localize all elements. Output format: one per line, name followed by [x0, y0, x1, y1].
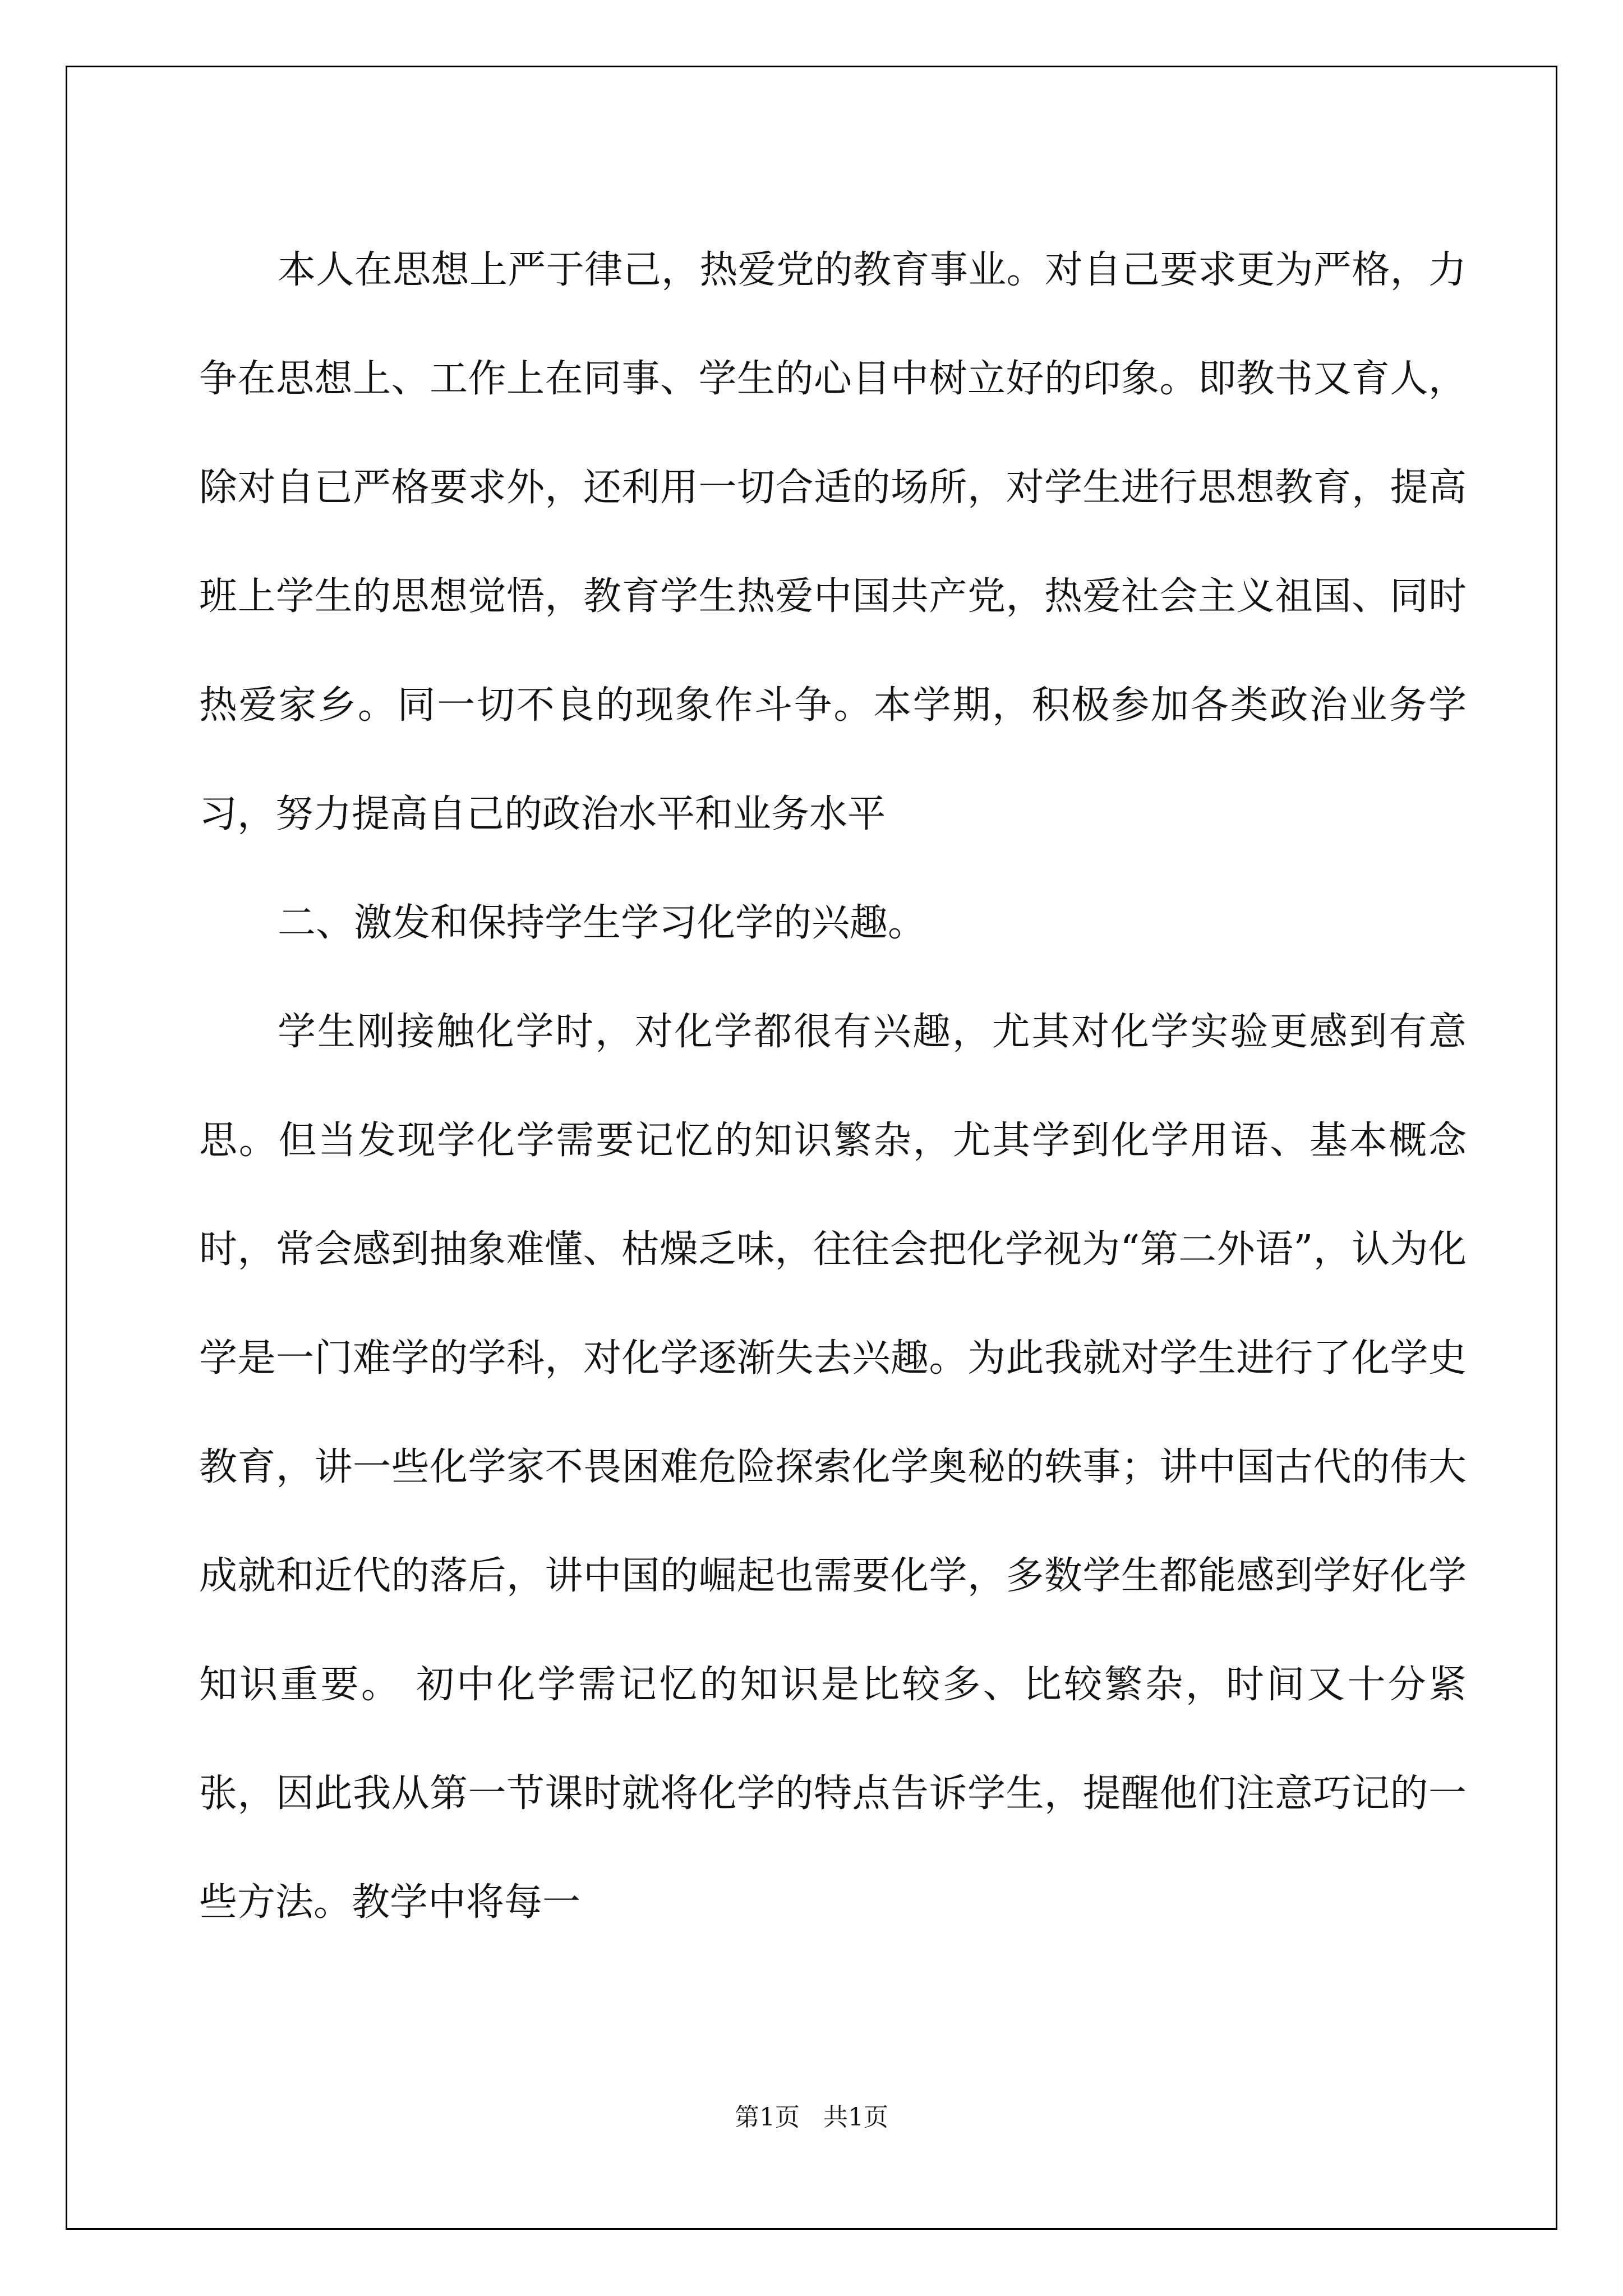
paragraph-chemistry-interest: 学生刚接触化学时，对化学都很有兴趣，尤其对化学实验更感到有意思。但当发现学化学需要记忆的知识繁杂，尤其学到化学用语、基本概念时，常会感到抽象难懂、枯燥乏味，往往会把化学视为“第二外语”，认为化学是一门难学的学科，对化学逐渐失去兴趣。为此我就对学生进行了化学史教育，讲一些化学家不畏困难危险探索化学奥秘的轶事；讲中国古代的伟大成就和近代的落后，讲中国的崛起也需要化学，多数学生都能感到学好化学知识重要。 初中化学需记忆的知识是比较多、比较繁杂，时间又十分紧张，因此我从第一节课时就将化学的特点告诉学生，提醒他们注意巧记的一些方法。教学中将每一	[199, 1010, 1467, 1925]
document-body	[199, 216, 1467, 1957]
section-heading-interest: 二、激发和保持学生学习化学的兴趣。	[278, 901, 926, 945]
page-number-footer: 第1页 共1页	[735, 2103, 888, 2132]
paragraph-ideology: 本人在思想上严于律己，热爱党的教育事业。对自己要求更为严格，力争在思想上、工作上在同事、学生的心目中树立好的印象。即教书又育人，除对自已严格要求外，还利用一切合适的场所，对学生进行思想教育，提高班上学生的思想觉悟，教育学生热爱中国共产党，热爱社会主义祖国、同时热爱家乡。同一切不良的现象作斗争。本学期，积极参加各类政治业务学习，努力提高自己的政治水平和业务水平	[199, 248, 1467, 836]
